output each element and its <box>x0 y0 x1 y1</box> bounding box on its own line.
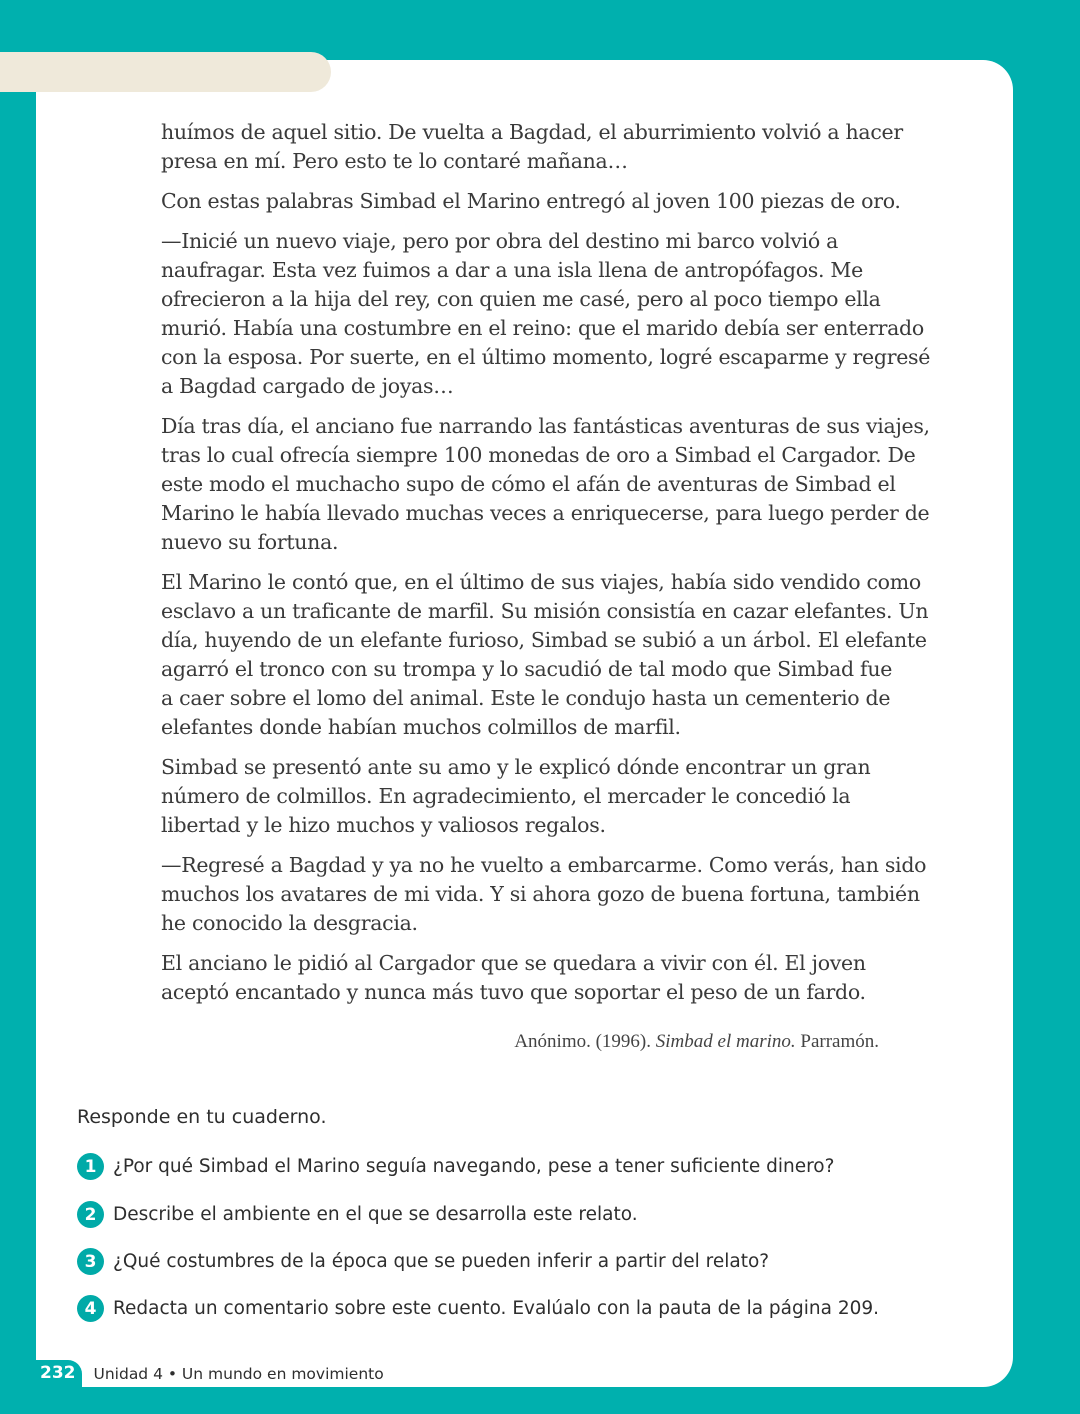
text-line: agarró el tronco con su trompa y lo sacudió de tal modo que Simbad fue <box>161 657 893 681</box>
number-badge-icon: 2 <box>77 1201 104 1228</box>
citation-publisher: Parramón. <box>795 1031 879 1052</box>
text-line: número de colmillos. En agradecimiento, el mercader le concedió la <box>161 784 851 808</box>
text-line: El Marino le contó que, en el último de sus viajes, había sido vendido como <box>161 570 921 594</box>
header-tab <box>0 52 331 92</box>
text-line: he conocido la desgracia. <box>161 911 418 935</box>
text-line: Día tras día, el anciano fue narrando las fantásticas aventuras de sus viajes, <box>161 414 930 438</box>
text-line: nuevo su fortuna. <box>161 530 339 554</box>
text-line: elefantes donde habían muchos colmillos de marfil. <box>161 715 681 739</box>
question-4 <box>77 1295 879 1322</box>
paragraph <box>161 753 901 840</box>
text-line: con la esposa. Por suerte, en el último momento, logré escaparme y regresé <box>161 345 931 369</box>
number-badge-icon: 1 <box>77 1153 104 1180</box>
question-3 <box>77 1248 769 1275</box>
number-badge-icon: 3 <box>77 1248 104 1275</box>
story-text <box>161 118 931 1018</box>
question-1 <box>77 1153 834 1180</box>
paragraph <box>161 227 931 401</box>
text-line: Simbad se presentó ante su amo y le explicó dónde encontrar un gran <box>161 755 871 779</box>
text-line: a Bagdad cargado de joyas… <box>161 374 454 398</box>
text-line: Marino le había llevado muchas veces a enriquecerse, para luego perder de <box>161 501 930 525</box>
question-text: ¿Qué costumbres de la época que se pueden inferir a partir del relato? <box>113 1251 770 1272</box>
question-2 <box>77 1201 638 1228</box>
text-line: presa en mí. Pero esto te lo contaré mañana… <box>161 149 628 173</box>
text-line: naufragar. Esta vez fuimos a dar a una isla llena de antropófagos. Me <box>161 258 863 282</box>
unit-title: Unidad 4 • Un mundo en movimiento <box>93 1364 384 1383</box>
text-line: este modo el muchacho supo de cómo el afán de aventuras de Simbad el <box>161 472 896 496</box>
text-line: Con estas palabras Simbad el Marino entregó al joven 100 piezas de oro. <box>161 189 901 213</box>
text-line: —Inicié un nuevo viaje, pero por obra del destino mi barco volvió a <box>161 229 839 253</box>
page-footer <box>36 1360 384 1387</box>
text-line: libertad y le hizo muchos y valiosos regalos. <box>161 813 606 837</box>
text-line: tras lo cual ofrecía siempre 100 monedas de oro a Simbad el Cargador. De <box>161 443 916 467</box>
paragraph <box>161 851 927 938</box>
question-text: Redacta un comentario sobre este cuento. Evalúalo con la pauta de la página 209. <box>113 1298 880 1319</box>
activity-prompt: Responde en tu cuaderno. <box>77 1106 327 1128</box>
text-line: El anciano le pidió al Cargador que se quedara a vivir con él. El joven <box>161 951 866 975</box>
text-line: esclavo a un traficante de marfil. Su misión consistía en cazar elefantes. Un <box>161 599 929 623</box>
text-line: a caer sobre el lomo del animal. Este le condujo hasta un cementerio de <box>161 686 891 710</box>
paragraph <box>161 568 929 742</box>
page-number: 232 <box>36 1360 82 1387</box>
text-line: murió. Había una costumbre en el reino: que el marido debía ser enterrado <box>161 316 924 340</box>
number-badge-icon: 4 <box>77 1295 104 1322</box>
paragraph <box>161 412 930 557</box>
citation-title: Simbad el marino. <box>655 1031 796 1052</box>
citation-author: Anónimo. (1996). <box>514 1031 656 1052</box>
question-text: ¿Por qué Simbad el Marino seguía navegando, pese a tener suficiente dinero? <box>113 1156 835 1177</box>
paragraph <box>161 187 901 216</box>
question-text: Describe el ambiente en el que se desarrolla este relato. <box>113 1204 638 1225</box>
text-line: ofrecieron a la hija del rey, con quien me casé, pero al poco tiempo ella <box>161 287 881 311</box>
text-line: aceptó encantado y nunca más tuvo que soportar el peso de un fardo. <box>161 980 866 1004</box>
text-line: muchos los avatares de mi vida. Y si ahora gozo de buena fortuna, también <box>161 882 920 906</box>
text-line: día, huyendo de un elefante furioso, Simbad se subió a un árbol. El elefante <box>161 628 927 652</box>
citation <box>514 1031 879 1053</box>
text-line: huímos de aquel sitio. De vuelta a Bagdad, el aburrimiento volvió a hacer <box>161 120 903 144</box>
paragraph <box>161 949 901 1007</box>
text-line: —Regresé a Bagdad y ya no he vuelto a embarcarme. Como verás, han sido <box>161 853 927 877</box>
paragraph <box>161 118 901 176</box>
